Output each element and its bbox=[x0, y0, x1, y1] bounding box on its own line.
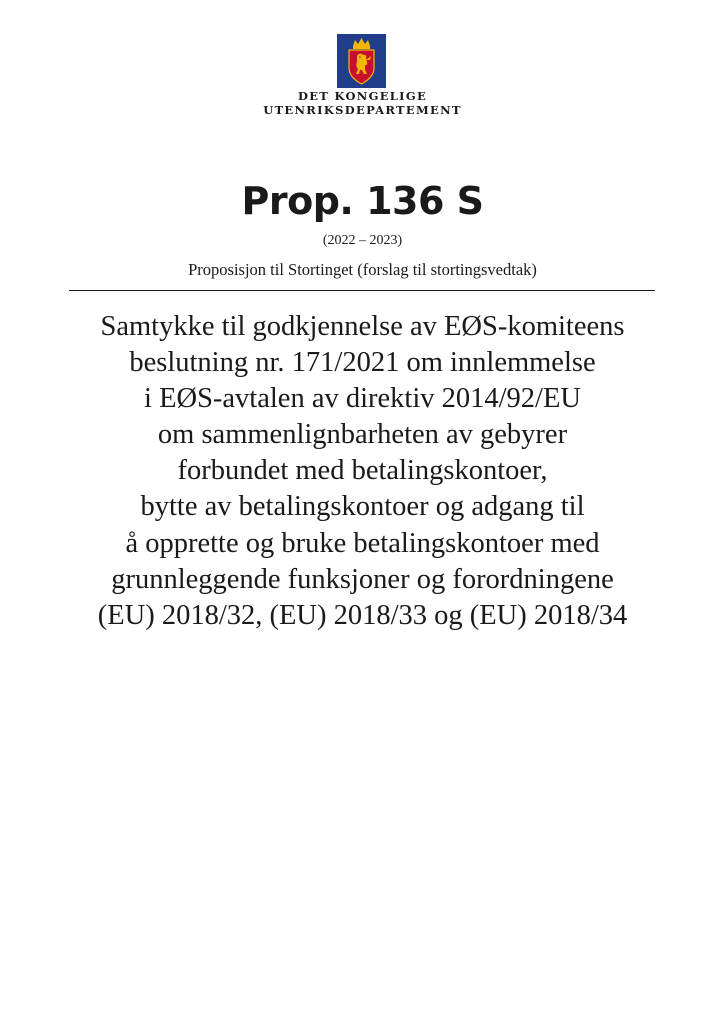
royal-coat-of-arms-icon bbox=[337, 34, 386, 88]
subject-line: beslutning nr. 171/2021 om innlemmelse bbox=[129, 347, 596, 379]
subject-line: bytte av betalingskontoer og adgang til bbox=[140, 491, 585, 523]
subject-line: grunnleggende funksjoner og forordningene bbox=[111, 563, 614, 595]
proposition-subject bbox=[40, 309, 685, 634]
subject-line: forbundet med betalingskontoer, bbox=[177, 455, 548, 487]
subject-line: Samtykke til godkjennelse av EØS-komiteens bbox=[100, 311, 625, 342]
subject-line: om sammenlignbarheten av gebyrer bbox=[157, 419, 568, 451]
divider-rule bbox=[69, 290, 655, 291]
subject-line: å opprette og bruke betalingskontoer med bbox=[125, 527, 600, 559]
session-years: (2022 – 2023) bbox=[322, 233, 403, 248]
subject-line: i EØS-avtalen av direktiv 2014/92/EU bbox=[144, 383, 581, 415]
ministry-name-line1: DET KONGELIGE bbox=[297, 89, 428, 103]
proposition-title: Prop. 136 S bbox=[241, 179, 484, 223]
subject-line: (EU) 2018/32, (EU) 2018/33 og (EU) 2018/34 bbox=[97, 599, 628, 631]
ministry-name-line2: UTENRIKSDEPARTEMENT bbox=[263, 103, 462, 117]
proposition-type: Proposisjon til Stortinget (forslag til stortingsvedtak) bbox=[188, 260, 537, 279]
